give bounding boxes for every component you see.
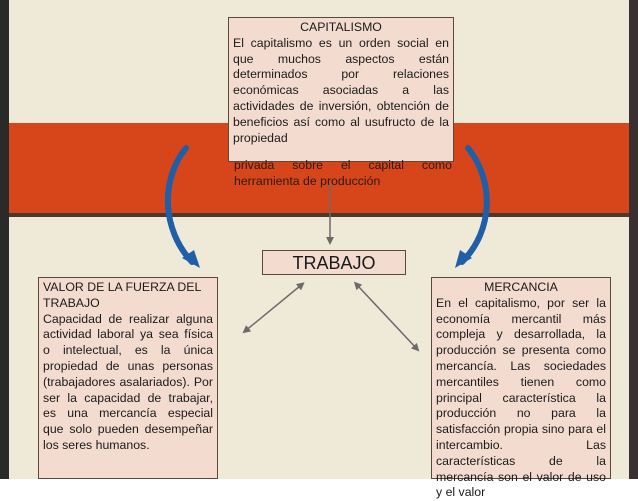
mercancia-title: MERCANCIA (484, 280, 558, 294)
connector-trabajo-mercancia (358, 286, 418, 350)
capitalismo-title: CAPITALISMO (300, 20, 382, 34)
capitalismo-overflow-text: privada sobre el capital como herramienta de producción (234, 158, 452, 188)
valor-title: VALOR DE LA FUERZA DEL TRABAJO (43, 280, 201, 310)
curved-arrow-right (462, 148, 487, 262)
capitalismo-box (228, 17, 454, 162)
valor-text: Capacidad de realizar alguna actividad laboral ya sea física o intelectual, es la única propiedad de unas personas (trabajadores asalariados). Por ser la capacidad de trabajar, es una mercancía especial que solo pueden desempeñar los seres humanos. (43, 311, 213, 452)
capitalismo-text: El capitalismo es un orden social en que muchos aspectos están determinados por relaciones económicas asociadas a las actividades de inversión, obtención de beneficios así como al usufructo de la propiedad (233, 35, 449, 145)
connector-trabajo-valor (244, 286, 300, 332)
valor-fuerza-trabajo-box (38, 277, 218, 479)
mercancia-text: En el capitalismo, por ser la economía mercantil más compleja y desarrollada, la producción se presenta como mercancía. Las sociedades mercantiles tienen como principal característica la producción no para la satisfacción propia sino para el intercambio. Las características de la mercancía son el valor de uso y el valor (436, 295, 606, 500)
mercancia-box (431, 277, 611, 500)
curved-arrow-left (168, 148, 192, 262)
trabajo-box: TRABAJO (262, 250, 406, 275)
